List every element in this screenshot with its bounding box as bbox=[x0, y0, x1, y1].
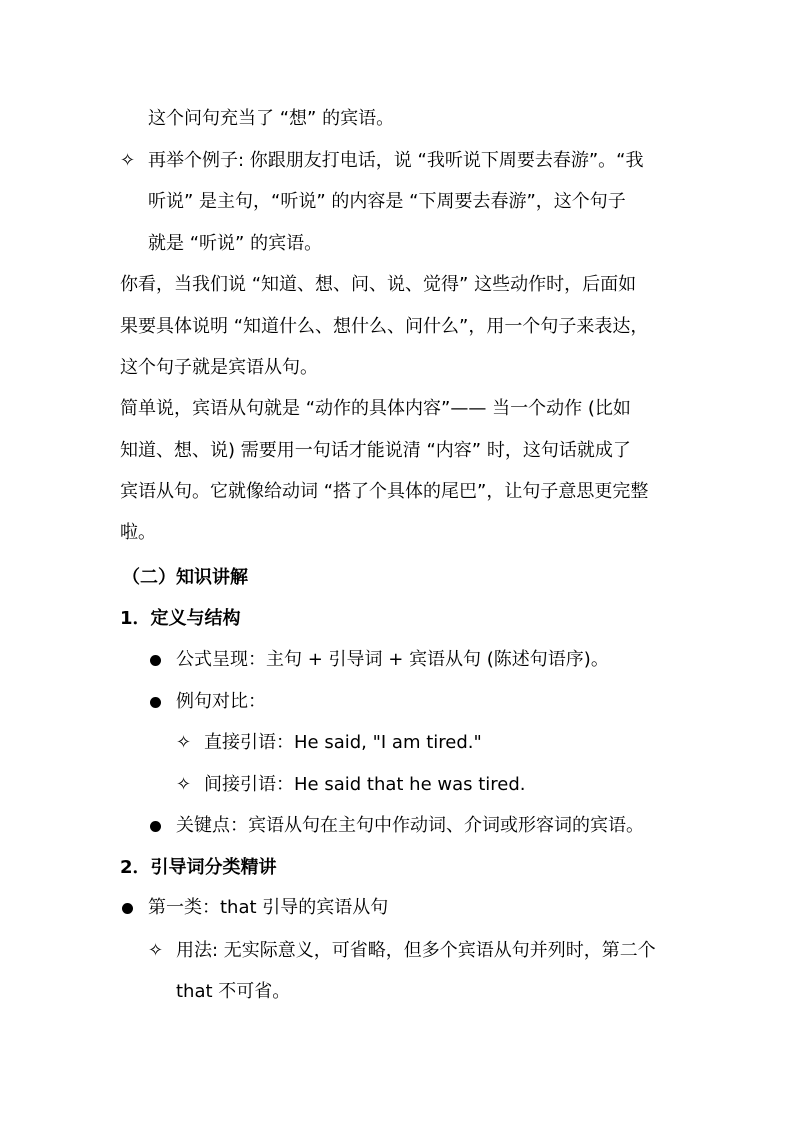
example-line-2: 听说” 是主句，“听说” 的内容是 “下周要去春游”，这个句子 bbox=[148, 191, 626, 212]
compare-bullet-text: 例句对比： bbox=[176, 691, 266, 712]
bullet-dot-icon bbox=[150, 821, 161, 832]
subsection2-heading: 2．引导词分类精讲 bbox=[120, 857, 277, 878]
paragraph1-line-1: 你看，当我们说 “知道、想、问、说、觉得” 这些动作时，后面如 bbox=[120, 274, 637, 295]
direct-speech-example: 直接引语：He said, "I am tired." bbox=[204, 732, 482, 753]
paragraph2-line-3: 宾语从句。它就像给动词 “搭了个具体的尾巴”，让句子意思更完整 bbox=[120, 481, 649, 502]
diamond-bullet-icon: ✧ bbox=[176, 732, 192, 753]
bullet-dot-icon bbox=[150, 697, 161, 708]
example-line-1: 再举个例子: 你跟朋友打电话，说 “我听说下周要去春游”。“我 bbox=[148, 150, 644, 171]
paragraph1-line-3: 这个句子就是宾语从句。 bbox=[120, 357, 318, 378]
paragraph2-line-1: 简单说，宾语从句就是 “动作的具体内容”—— 当一个动作 (比如 bbox=[120, 398, 631, 419]
diamond-bullet-icon: ✧ bbox=[176, 774, 192, 795]
intro-line: 这个问句充当了 “想” 的宾语。 bbox=[148, 108, 395, 129]
indirect-speech-example: 间接引语：He said that he was tired. bbox=[204, 774, 526, 795]
formula-bullet-text: 公式呈现：主句 + 引导词 + 宾语从句 (陈述句语序)。 bbox=[176, 649, 609, 670]
diamond-bullet-icon: ✧ bbox=[148, 940, 164, 961]
usage-line-1: 用法: 无实际意义，可省略，但多个宾语从句并列时，第二个 bbox=[176, 940, 656, 961]
paragraph2-line-4: 啦。 bbox=[120, 522, 156, 543]
usage-line-2: that 不可省。 bbox=[176, 981, 291, 1002]
section-heading: （二）知识讲解 bbox=[122, 567, 248, 588]
example-line-3: 就是 “听说” 的宾语。 bbox=[148, 233, 323, 254]
subsection1-heading: 1．定义与结构 bbox=[120, 608, 241, 629]
paragraph1-line-2: 果要具体说明 “知道什么、想什么、问什么”，用一个句子来表达， bbox=[120, 316, 649, 337]
paragraph2-line-2: 知道、想、说) 需要用一句话才能说清 “内容” 时，这句话就成了 bbox=[120, 440, 631, 461]
key-point-bullet-text: 关键点：宾语从句在主句中作动词、介词或形容词的宾语。 bbox=[176, 815, 644, 836]
type1-bullet-text: 第一类：that 引导的宾语从句 bbox=[148, 897, 389, 918]
bullet-dot-icon bbox=[122, 903, 133, 914]
bullet-dot-icon bbox=[150, 655, 161, 666]
diamond-bullet-icon: ✧ bbox=[120, 150, 136, 171]
